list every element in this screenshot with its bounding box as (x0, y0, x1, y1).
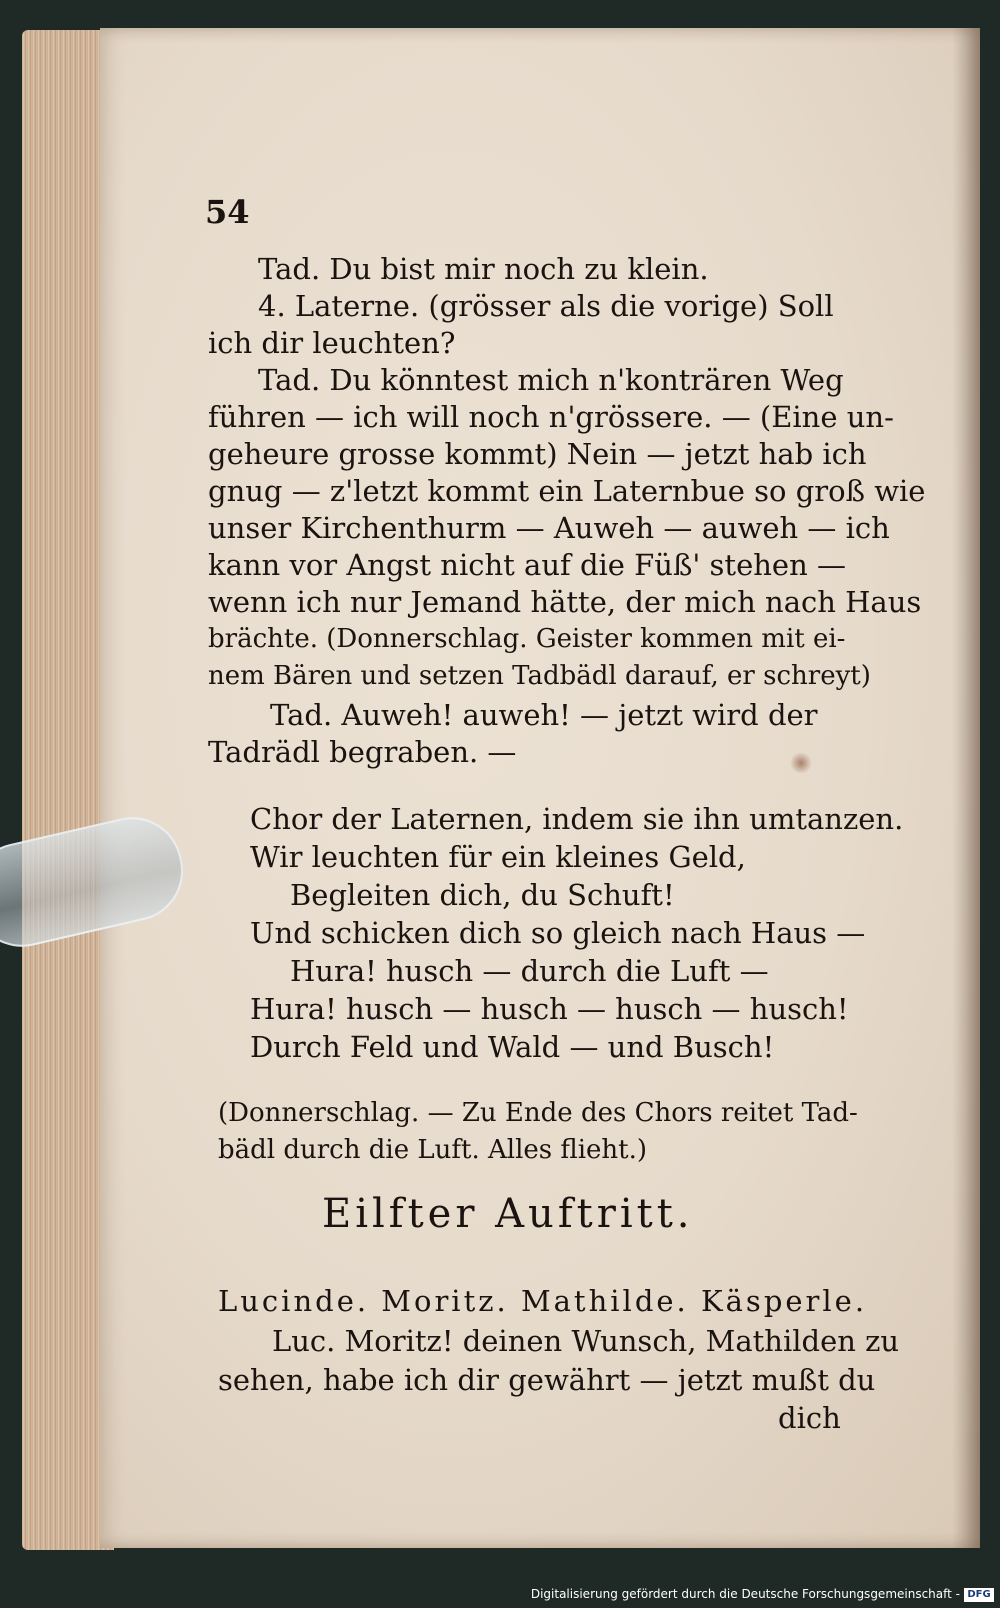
stage-direction-line: (Donnerschlag. — Zu Ende des Chors reitet Tad- (218, 1098, 858, 1128)
text-line: 4. Laterne. (grösser als die vorige) Soll (258, 289, 834, 323)
dfg-logo-icon: DFG (964, 1588, 994, 1602)
chorus-line: Hura! husch — husch — husch — husch! (250, 992, 849, 1026)
chorus-line: Hura! husch — durch die Luft — (290, 954, 769, 988)
text-line: nem Bären und setzen Tadbädl darauf, er schreyt) (208, 661, 871, 691)
text-line: geheure grosse kommt) Nein — jetzt hab ich (208, 437, 867, 471)
chorus-line: Begleiten dich, du Schuft! (290, 878, 675, 912)
text-line: Tad. Du bist mir noch zu klein. (258, 252, 709, 286)
page-number: 54 (205, 193, 250, 231)
text-line: kann vor Angst nicht auf die Füß' stehen — (208, 548, 846, 582)
chorus-heading: Chor der Laternen, indem sie ihn umtanzen. (250, 802, 904, 836)
text-line: sehen, habe ich dir gewährt — jetzt mußt du (218, 1363, 876, 1397)
text-line: wenn ich nur Jemand hätte, der mich nach Haus (208, 585, 922, 619)
footer-credit: Digitalisierung gefördert durch die Deutsche Forschungsgemeinschaft - (530, 1587, 960, 1601)
text-line: Tad. Du könntest mich n'konträren Weg (258, 363, 844, 397)
chorus-line: Durch Feld und Wald — und Busch! (250, 1030, 775, 1064)
stage-direction-line: bädl durch die Luft. Alles flieht.) (218, 1135, 648, 1165)
text-line: Luc. Moritz! deinen Wunsch, Mathilden zu (272, 1324, 900, 1358)
text-line: gnug — z'letzt kommt ein Laternbue so groß wie (208, 474, 926, 508)
chorus-line: Und schicken dich so gleich nach Haus — (250, 916, 866, 950)
text-line: Tad. Auweh! auweh! — jetzt wird der (270, 698, 818, 732)
paper-stain (790, 752, 812, 774)
spine-shadow (952, 28, 980, 1548)
text-line: führen — ich will noch n'grössere. — (Eine un- (208, 400, 894, 434)
character-list: Lucinde. Moritz. Mathilde. Käsperle. (218, 1284, 868, 1318)
chorus-line: Wir leuchten für ein kleines Geld, (250, 840, 746, 874)
text-line: unser Kirchenthurm — Auweh — auweh — ich (208, 511, 890, 545)
text-line: Tadrädl begraben. — (208, 735, 517, 769)
text-line: ich dir leuchten? (208, 326, 456, 360)
catchword: dich (778, 1401, 841, 1435)
text-line: brächte. (Donnerschlag. Geister kommen mit ei- (208, 624, 846, 654)
scene-heading: Eilfter Auftritt. (322, 1191, 694, 1237)
